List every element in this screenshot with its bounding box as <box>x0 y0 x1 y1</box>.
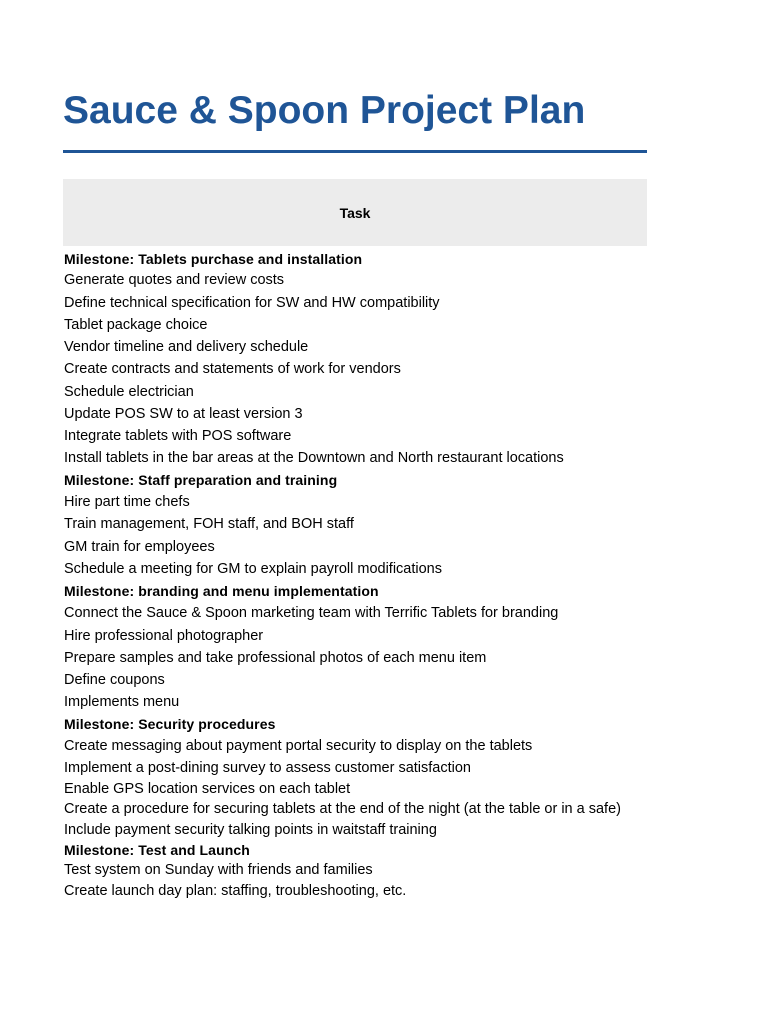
task-row: Enable GPS location services on each tablet <box>64 780 351 797</box>
task-row: Tablet package choice <box>64 316 208 333</box>
milestone-row: Milestone: Tablets purchase and installation <box>64 250 363 267</box>
task-row: Update POS SW to at least version 3 <box>64 405 303 422</box>
task-row: Hire professional photographer <box>64 627 264 644</box>
task-row: Train management, FOH staff, and BOH staff <box>64 516 354 533</box>
page-title: Sauce & Spoon Project Plan <box>63 89 586 132</box>
task-row: Test system on Sunday with friends and families <box>64 862 373 879</box>
task-row: Create a procedure for securing tablets at the end of the night (at the table or in a safe) <box>64 801 621 817</box>
task-row: Implements menu <box>64 693 180 710</box>
task-row: Create contracts and statements of work for vendors <box>64 361 401 378</box>
task-row: Install tablets in the bar areas at the Downtown and North restaurant locations <box>64 450 564 467</box>
task-row: Implement a post-dining survey to assess customer satisfaction <box>64 760 471 776</box>
task-list <box>64 248 764 901</box>
task-row: Vendor timeline and delivery schedule <box>64 339 309 355</box>
task-column-header <box>63 179 647 246</box>
task-row: GM train for employees <box>64 538 215 555</box>
milestone-row: Milestone: Test and Launch <box>64 842 250 858</box>
task-row: Define coupons <box>64 671 165 688</box>
task-row: Integrate tablets with POS software <box>64 428 292 444</box>
milestone-row: Milestone: branding and menu implementation <box>64 583 379 599</box>
task-row: Prepare samples and take professional photos of each menu item <box>64 649 487 666</box>
task-row: Define technical specification for SW and HW compatibility <box>64 294 440 311</box>
task-row: Generate quotes and review costs <box>64 272 285 289</box>
task-column-header-label: Task <box>339 204 371 221</box>
task-row: Schedule a meeting for GM to explain payroll modifications <box>64 560 442 577</box>
task-row: Create launch day plan: staffing, troubleshooting, etc. <box>64 882 407 899</box>
milestone-row: Milestone: Security procedures <box>64 716 276 732</box>
title-divider <box>63 150 647 153</box>
task-row: Hire part time chefs <box>64 494 190 510</box>
task-row: Create messaging about payment portal security to display on the tablets <box>64 738 533 755</box>
task-row: Schedule electrician <box>64 383 194 400</box>
task-row: Include payment security talking points in waitstaff training <box>64 821 437 838</box>
task-row: Connect the Sauce & Spoon marketing team with Terrific Tablets for branding <box>64 605 559 622</box>
milestone-row: Milestone: Staff preparation and training <box>64 472 338 489</box>
